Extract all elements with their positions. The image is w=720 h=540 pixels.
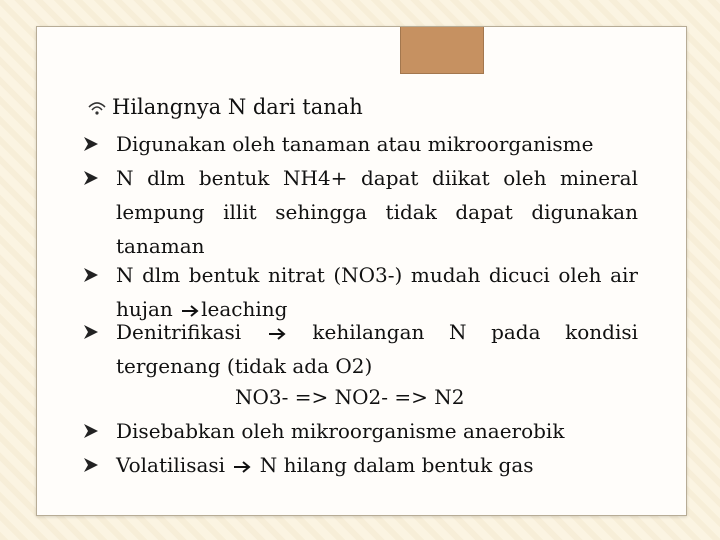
item-text-after: N hilang dalam bentuk gas <box>259 453 534 477</box>
right-arrow-icon <box>268 327 286 341</box>
title-text: Hilangnya N dari tanah <box>112 95 363 119</box>
item-text <box>116 448 638 482</box>
item-text-after: tergenang (tidak ada O2) <box>116 354 373 378</box>
list-item <box>82 315 638 383</box>
list-item <box>82 127 638 161</box>
item-text: Disebabkan oleh mikroorganisme anaerobik <box>116 419 565 443</box>
arrowhead-bullet-icon <box>82 127 104 161</box>
arrowhead-bullet-icon <box>82 315 104 349</box>
item-text: Digunakan oleh tanaman atau mikroorganisme <box>116 132 594 156</box>
wifi-signal-icon <box>86 98 108 116</box>
item-text-line1 <box>116 315 638 349</box>
arrowhead-bullet-icon <box>82 448 104 482</box>
item-text-before: Denitrifikasi <box>116 320 242 344</box>
arrowhead-bullet-icon <box>82 161 104 195</box>
item-text-before: N dlm bentuk nitrat (NO3-) mudah dicuci oleh air hujan <box>116 263 638 321</box>
item-text-before: Volatilisasi <box>116 453 226 477</box>
arrowhead-bullet-icon <box>82 414 104 448</box>
list-item <box>82 448 638 482</box>
right-arrow-icon <box>233 460 251 474</box>
reaction-formula: NO3- => NO2- => N2 <box>235 385 465 409</box>
slide-title <box>86 93 363 121</box>
list-item <box>82 414 638 448</box>
arrowhead-bullet-icon <box>82 258 104 292</box>
item-text-mid: kehilangan N pada kondisi <box>312 320 639 344</box>
item-text: N dlm bentuk NH4+ dapat diikat oleh mineral lempung illit sehingga tidak dapat digunakan tanaman <box>116 166 638 258</box>
item-text-after: leaching <box>201 297 288 321</box>
accent-bar <box>400 27 484 74</box>
list-item <box>82 161 638 263</box>
